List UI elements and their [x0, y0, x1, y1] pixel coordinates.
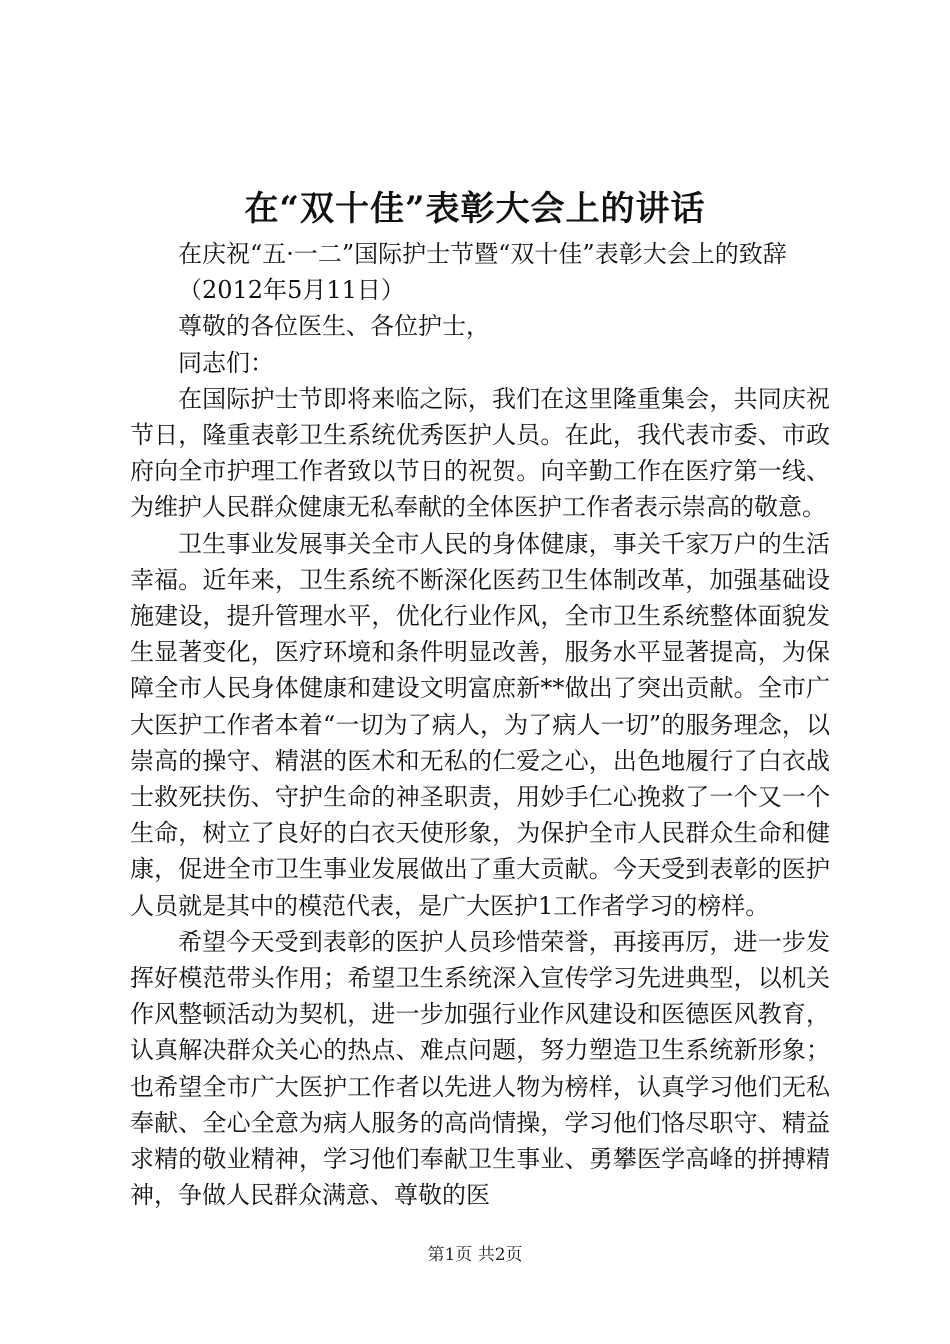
paragraph-body-3: 希望今天受到表彰的医护人员珍惜荣誉，再接再厉，进一步发挥好模范带头作用；希望卫生系统深入宣传学习先进典型，以机关作风整顿活动为契机，进一步加强行业作风建设和医德医风教育，认真解决群众关心的热点、难点问题，努力塑造卫生系统新形象；也希望全市广大医护工作者以先进人物为榜样，认真学习他们无私奉献、全心全意为病人服务的高尚情操，学习他们恪尽职守、精益求精的敬业精神，学习他们奉献卫生事业、勇攀医学高峰的拼搏精神，争做人民群众满意、尊敬的医	[130, 927, 830, 1210]
page-number-footer: 第1页 共2页	[427, 1245, 523, 1265]
paragraph-salutation: 尊敬的各位医生、各位护士，	[178, 312, 490, 341]
document-title: 在“双十佳”表彰大会上的讲话	[244, 189, 706, 229]
document-body	[130, 236, 830, 1213]
paragraph-subtitle: 在庆祝“五·一二”国际护士节暨“双十佳”表彰大会上的致辞	[178, 240, 787, 268]
paragraph-date: （2012年5月11日）	[178, 276, 405, 305]
paragraph-greeting: 同志们：	[178, 348, 274, 377]
paragraph-body-2: 卫生事业发展事关全市人民的身体健康，事关千家万户的生活幸福。近年来，卫生系统不断深化医药卫生体制改革，加强基础设施建设，提升管理水平，优化行业作风，全市卫生系统整体面貌发生显著变化，医疗环境和条件明显改善，服务水平显著提高，为保障全市人民身体健康和建设文明富庶新**做出了突出贡献。全市广大医护工作者本着“一切为了病人，为了病人一切”的服务理念，以崇高的操守、精湛的医术和无私的仁爱之心，出色地履行了白衣战士救死扶伤、守护生命的神圣职责，用妙手仁心挽救了一个又一个生命，树立了良好的白衣天使形象，为保护全市人民群众生命和健康，促进全市卫生事业发展做出了重大贡献。今天受到表彰的医护人员就是其中的模范代表，是广大医护1工作者学习的榜样。	[130, 529, 830, 920]
paragraph-body-1: 在国际护士节即将来临之际，我们在这里隆重集会，共同庆祝节日，隆重表彰卫生系统优秀医护人员。在此，我代表市委、市政府向全市护理工作者致以节日的祝贺。向辛勤工作在医疗第一线、为维护人民群众健康无私奉献的全体医护工作者表示崇高的敬意。	[130, 384, 830, 522]
